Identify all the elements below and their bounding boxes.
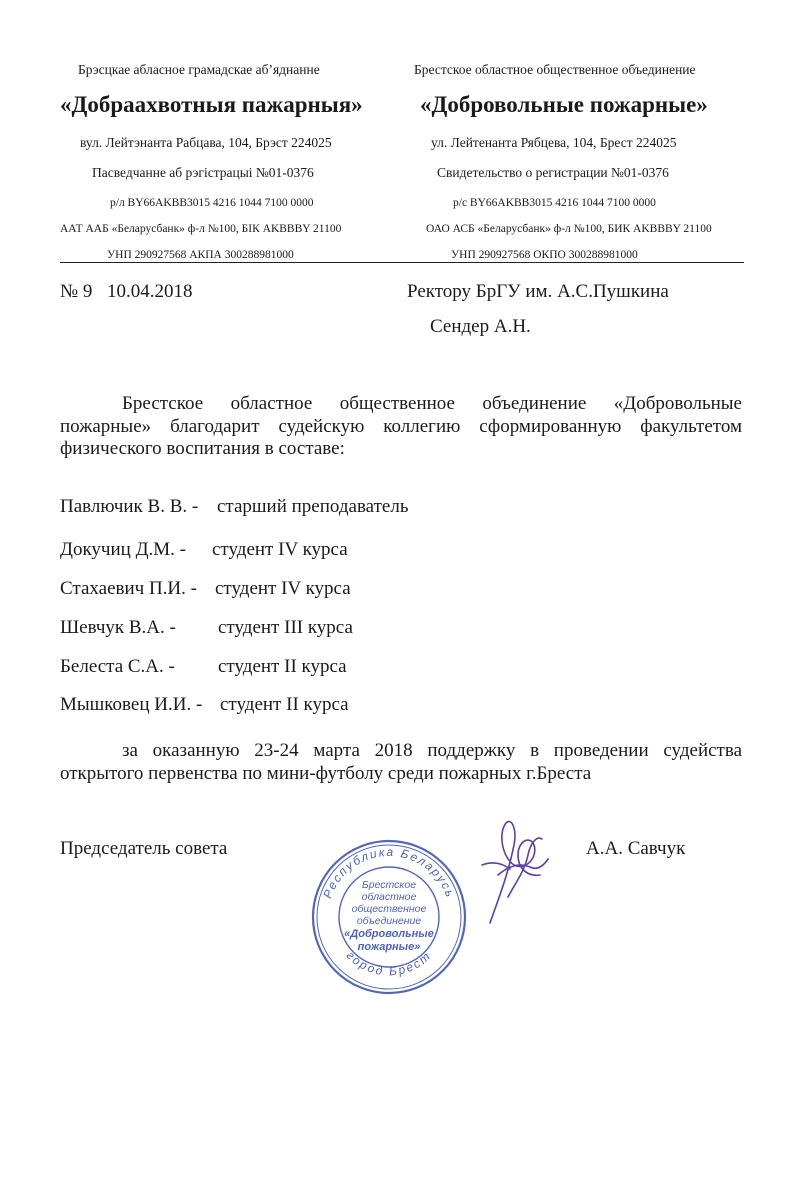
seal-center-line-2: областное	[361, 891, 417, 903]
intro-line-2: пожарные» благодарит судейскую коллегию сформированную факультетом	[60, 415, 742, 437]
letterhead-left-org-line: Брэсцкае абласное грамадскае аб’яднанне	[78, 62, 320, 77]
member-name: Павлючик В. В. -	[60, 496, 199, 517]
seal-center-line-6: пожарные»	[357, 941, 421, 953]
closing-line-1: за оказанную 23-24 марта 2018 поддержку в проведении судейства	[122, 740, 742, 761]
letterhead-right-codes: УНП 290927568 ОКПО 300288981000	[451, 249, 638, 261]
member-role: старший преподаватель	[217, 496, 409, 517]
addressee-line-1: Ректору БрГУ им. А.С.Пушкина	[407, 281, 669, 302]
member-role: студент IV курса	[215, 578, 351, 599]
intro-line-3: физического воспитания в составе:	[60, 438, 345, 459]
signatory-title: Председатель совета	[60, 838, 228, 859]
letterhead-left-account: р/л BY66AKBB3015 4216 1044 7100 0000	[110, 197, 314, 209]
closing-paragraph	[60, 740, 742, 785]
organization-seal	[308, 836, 470, 998]
letterhead-left-address: вул. Лейтэнанта Рабцава, 104, Брэст 224025	[80, 135, 332, 150]
member-role: студент II курса	[220, 694, 349, 715]
letterhead-right-registration: Свидетельство о регистрации №01-0376	[437, 165, 669, 180]
letterhead-left-codes: УНП 290927568 АКПА 300288981000	[107, 249, 294, 261]
addressee-line-2: Сендер А.Н.	[430, 316, 531, 337]
ref-date: 10.04.2018	[107, 281, 193, 302]
seal-center-line-4: объединение	[356, 915, 422, 927]
member-name: Белеста С.А. -	[60, 656, 175, 677]
letterhead-divider	[60, 262, 744, 263]
letterhead-right-org-name: «Добровольные пожарные»	[420, 92, 708, 117]
intro-paragraph	[60, 393, 742, 461]
intro-line-1: Брестское областное общественное объединение «Добровольные	[122, 393, 742, 414]
member-role: студент IV курса	[212, 539, 348, 560]
seal-center-line-1: Брестское	[361, 879, 417, 891]
member-name: Докучиц Д.М. -	[60, 539, 186, 560]
letterhead-left-registration: Пасведчанне аб рэгістрацыі №01-0376	[92, 165, 314, 180]
letterhead-left-bank: ААТ ААБ «Беларусбанк» ф-л №100, БІК AKBBBY 21100	[60, 223, 342, 235]
letterhead-right-bank: ОАО АСБ «Беларусбанк» ф-л №100, БИК AKBBBY 21100	[426, 223, 712, 235]
closing-line-2: открытого первенства по мини-футболу среди пожарных г.Бреста	[60, 762, 592, 784]
letterhead-right-org-line: Брестское областное общественное объединение	[414, 62, 696, 77]
member-role: студент II курса	[218, 656, 347, 677]
seal-center-line-3: общественное	[351, 903, 427, 915]
letterhead-right-account: р/с BY66AKBB3015 4216 1044 7100 0000	[453, 197, 656, 209]
member-name: Шевчук В.А. -	[60, 617, 176, 638]
ref-number: № 9	[60, 281, 93, 302]
member-role: студент III курса	[218, 617, 353, 638]
letterhead-right-address: ул. Лейтенанта Рябцева, 104, Брест 224025	[431, 135, 677, 150]
seal-center-line-5: «Добровольные	[344, 928, 434, 940]
signatory-name: А.А. Савчук	[586, 838, 686, 859]
seal-ring-bottom-text: город Брест	[343, 948, 435, 979]
member-name: Мышковец И.И. -	[60, 694, 203, 715]
seal-ring-top-text: Республика Беларусь	[320, 844, 458, 901]
handwritten-signature	[468, 805, 558, 940]
letterhead-left-org-name: «Добраахвотныя пажарныя»	[60, 92, 363, 117]
member-name: Стахаевич П.И. -	[60, 578, 197, 599]
